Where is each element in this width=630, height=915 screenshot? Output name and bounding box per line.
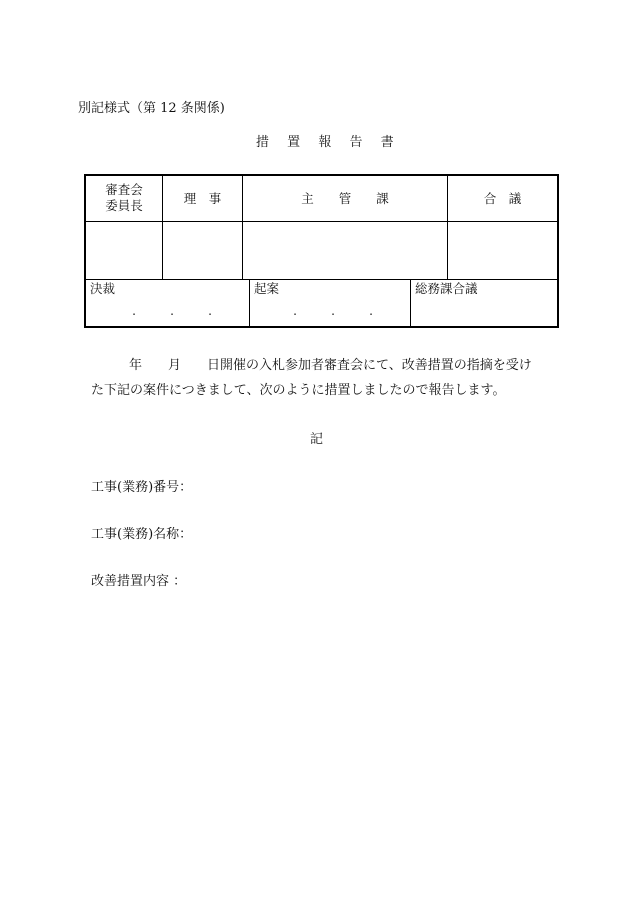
date-dot: . (331, 304, 335, 318)
construction-name-label: 工事(業務)名称： (91, 527, 193, 542)
table-col-divider (249, 279, 250, 326)
committee-chair-line1: 審査会 (105, 182, 143, 197)
form-label: 別記様式（第 12 条関係) (78, 101, 225, 116)
draft-label: 起案 (254, 281, 280, 296)
draft-date-field[interactable] (276, 304, 390, 318)
date-dot: . (293, 304, 297, 318)
ki-heading: 記 (310, 432, 324, 447)
committee-chair-header (86, 182, 162, 214)
consultation-header: 合 議 (483, 191, 522, 206)
general-affairs-label: 総務課合議 (415, 281, 478, 296)
table-col-divider (410, 279, 411, 326)
construction-number-label: 工事(業務)番号： (91, 480, 193, 495)
title-char: 置 (287, 135, 301, 150)
title-char: 書 (380, 135, 394, 150)
title-char: 措 (256, 135, 270, 150)
date-dot: . (170, 304, 174, 318)
approval-table (84, 174, 559, 328)
decision-date-field[interactable] (115, 304, 229, 318)
table-row-divider (86, 279, 557, 280)
improvement-content-label: 改善措置内容 ： (91, 574, 187, 589)
title-char: 告 (349, 135, 363, 150)
date-dot: . (132, 304, 136, 318)
managing-section-header: 主 管 課 (301, 191, 389, 206)
date-dot: . (208, 304, 212, 318)
committee-chair-line2: 委員長 (105, 198, 143, 213)
date-dot: . (369, 304, 373, 318)
director-header: 理 事 (183, 191, 222, 206)
title-char: 報 (318, 135, 332, 150)
body-line-2: た下記の案件につきまして、次のように措置しましたので報告します。 (91, 383, 506, 398)
table-row-divider (86, 221, 557, 222)
decision-label: 決裁 (90, 281, 116, 296)
document-title (256, 131, 394, 150)
body-paragraph (91, 353, 561, 403)
body-line-1: 年 月 日開催の入札参加者審査会にて、改善措置の指摘を受け (129, 358, 532, 373)
